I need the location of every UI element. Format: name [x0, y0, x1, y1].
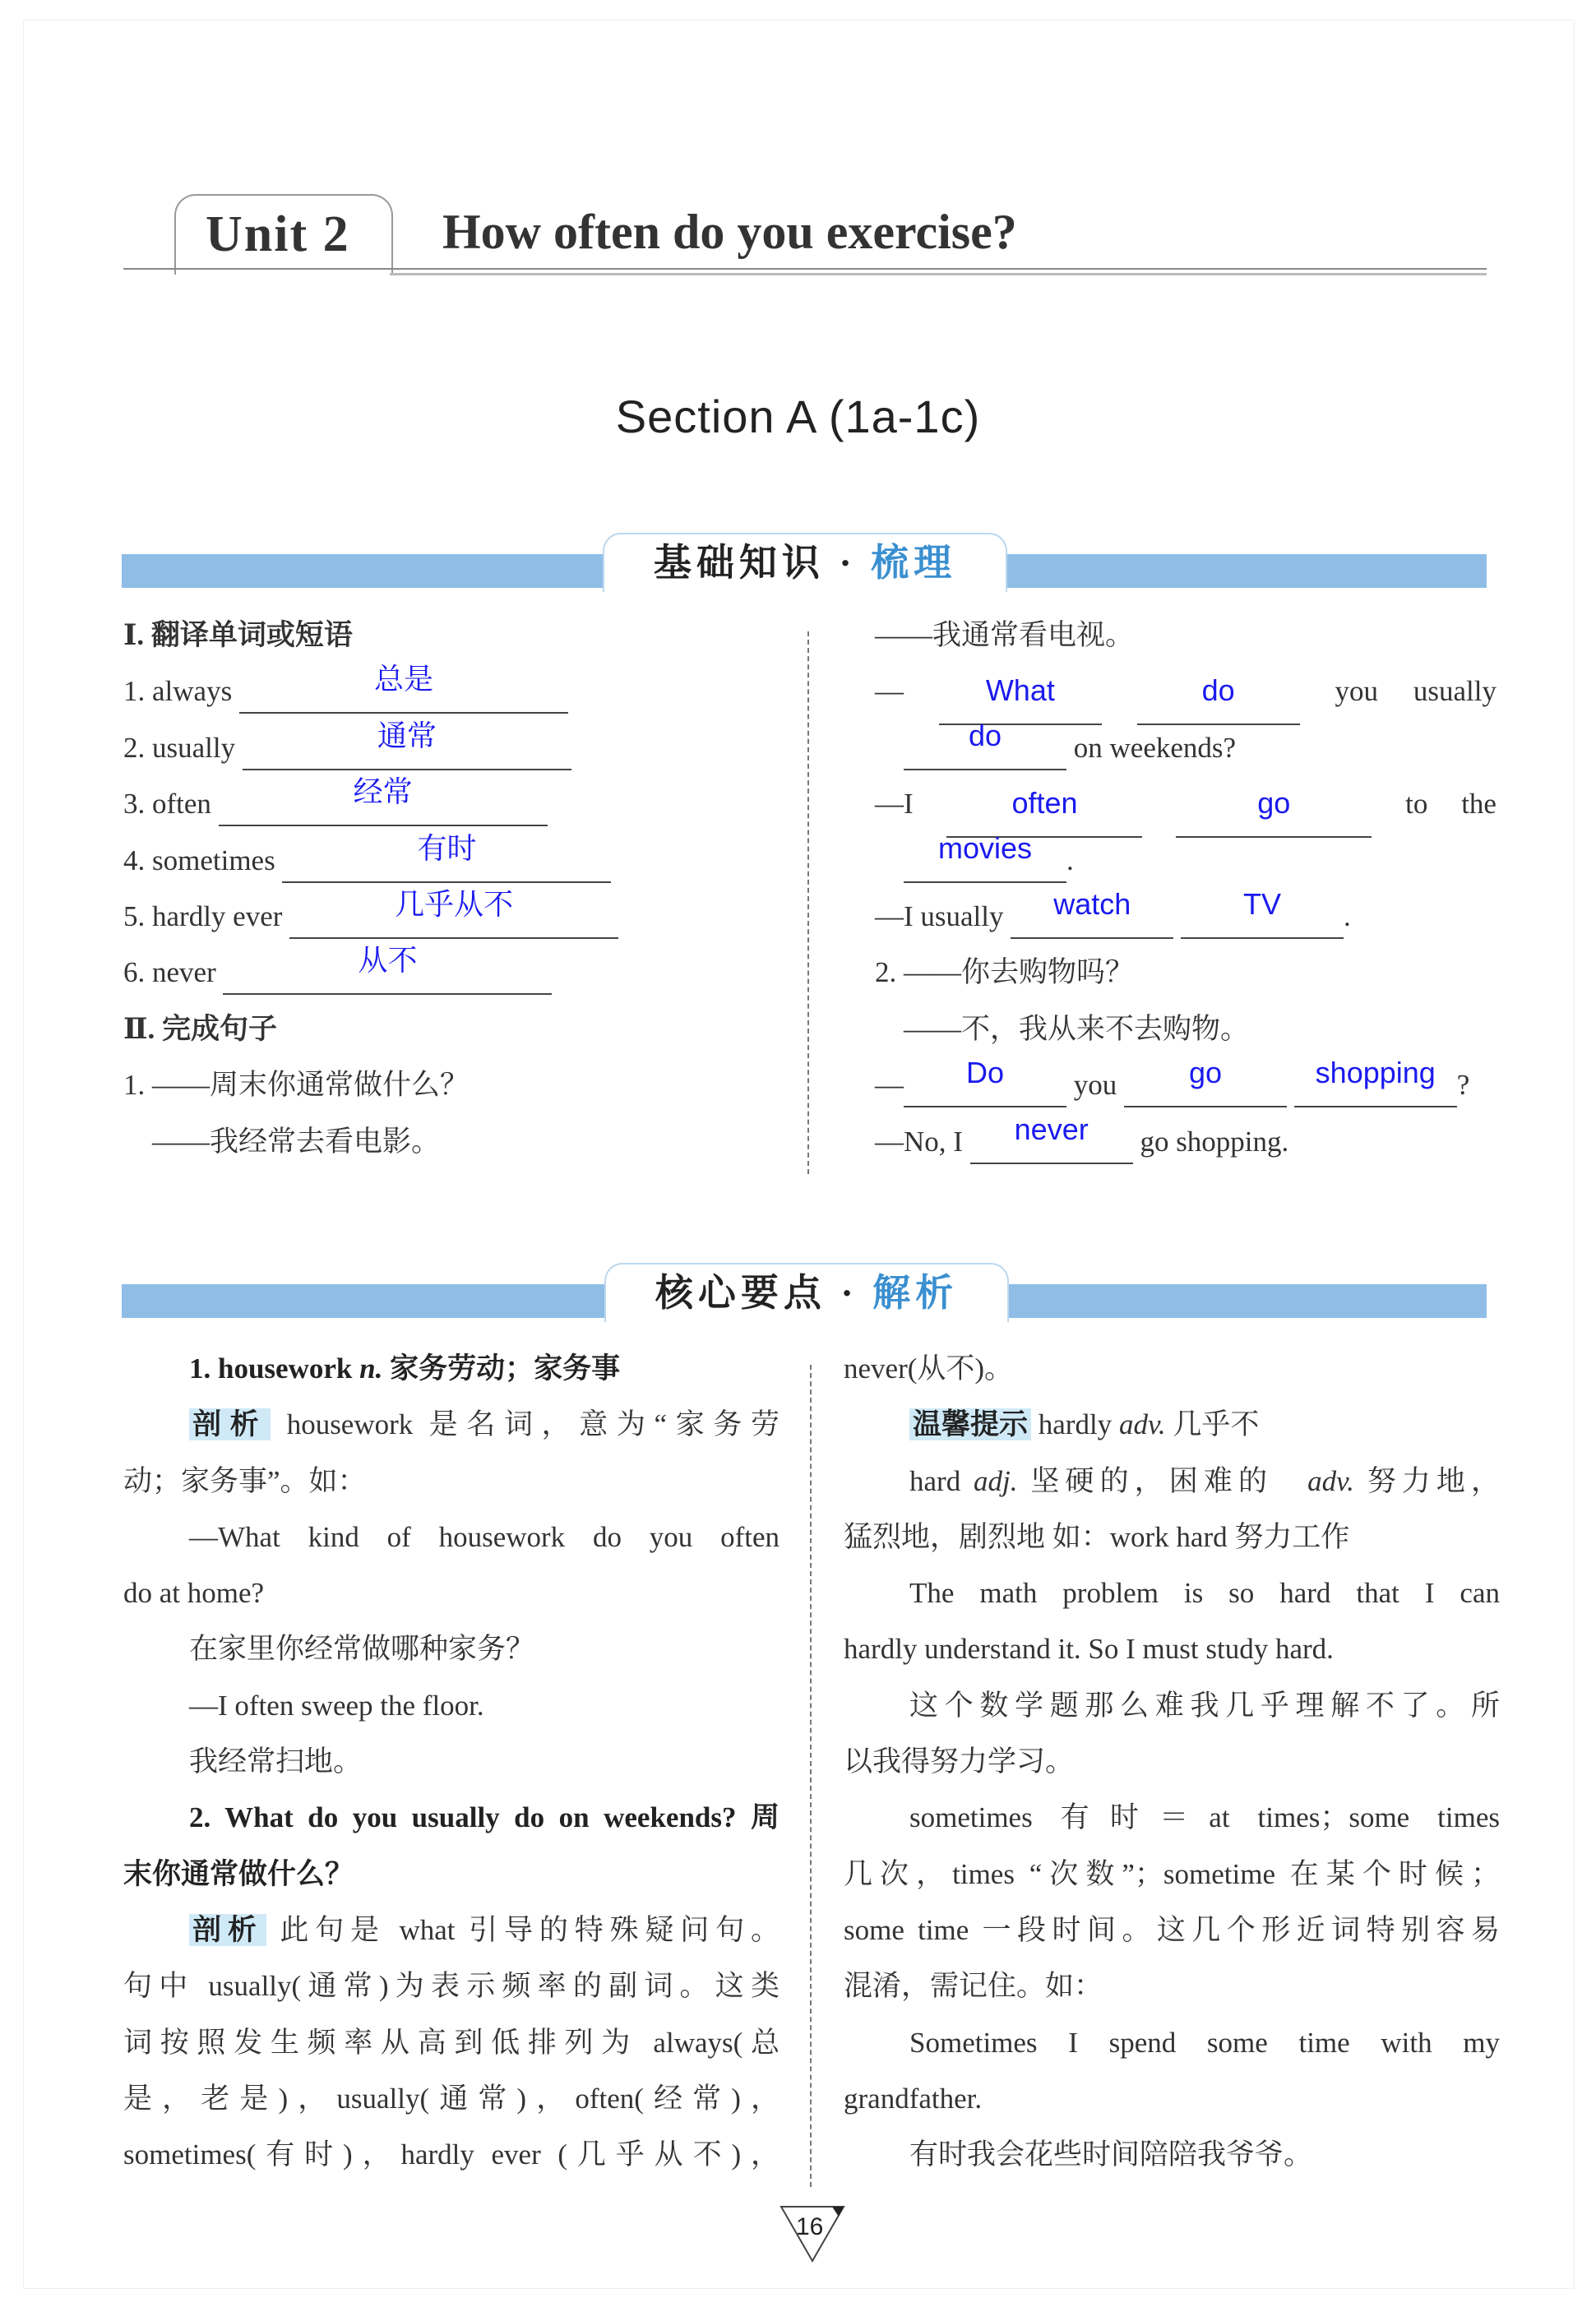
exercise-text: — [875, 675, 904, 708]
exercise-text: 1. ——周末你通常做什么？ [123, 1069, 470, 1102]
analysis-line [123, 1397, 779, 1453]
analysis-text: n. [359, 1352, 383, 1385]
analysis-text: 动；家务事”。如： [123, 1464, 367, 1497]
exercise-text: 6. never [123, 956, 224, 989]
analysis-line [123, 1341, 779, 1397]
section-tab-label: 基础知识 · [653, 542, 872, 584]
answer-blank[interactable]: often [946, 788, 1142, 838]
analysis-line [123, 1454, 779, 1509]
exercise-text: 2. ——你去购物吗？ [875, 956, 1135, 989]
exercise-row [123, 1001, 781, 1057]
analysis-text: 句中 usually(通常)为表示频率的副词。这类 [123, 1970, 779, 2003]
analysis-text: 混淆，需记住。如： [844, 1970, 1103, 2003]
column-divider [807, 631, 809, 1174]
analysis-text: 我经常扫地。 [189, 1745, 363, 1778]
exercise-text: you [1066, 1069, 1124, 1102]
analysis-text: 这个数学题那么难我几乎理解不了。所 [909, 1689, 1500, 1722]
analysis-text: 坚硬的，困难的 [1017, 1464, 1308, 1497]
analysis-line [123, 1734, 779, 1790]
analysis-line [844, 2071, 1500, 2127]
exercise-text: you [1335, 675, 1379, 708]
section-tab-highlight: 梳理 [871, 542, 957, 584]
section-tab-label: 核心要点 · [655, 1272, 873, 1314]
answer-blank[interactable]: 通常 [243, 721, 571, 770]
unit-label: Unit 2 [206, 206, 350, 262]
answer-blank[interactable]: go [1176, 788, 1372, 838]
analysis-text: The math problem is so hard that I can [909, 1577, 1500, 1610]
page-number [779, 2205, 845, 2263]
answer-blank[interactable]: 从不 [223, 945, 552, 995]
exercise-row [123, 1057, 781, 1113]
analysis-text: 几次，times “次数”；sometime 在某个时候； [844, 1857, 1500, 1890]
analysis-text: 词按照发生频率从高到低排列为 always(总 [123, 2026, 779, 2059]
answer-blank[interactable]: movies [904, 834, 1066, 883]
analysis-text: some time 一段时间。这几个形近词特别容易 [844, 1913, 1500, 1946]
analysis-text: Sometimes I spend some time with my [909, 2026, 1500, 2059]
analysis-text: hardly [1031, 1408, 1119, 1441]
answer-blank[interactable]: go [1124, 1058, 1287, 1107]
section-title: Section A (1a-1c) [615, 391, 981, 442]
exercise-text [875, 844, 904, 876]
answer-blank[interactable]: 有时 [282, 834, 611, 883]
exercise-row [875, 830, 1497, 889]
section-tab-highlight: 解析 [872, 1272, 959, 1314]
analysis-line [844, 1397, 1500, 1453]
analysis-text: 猛烈地，剧烈地 如：work hard 努力工作 [844, 1520, 1350, 1553]
analysis-text: grandfather. [844, 2082, 983, 2115]
analysis-line [123, 1847, 779, 1902]
analysis-left-column [123, 1341, 779, 2183]
exercise-row [123, 945, 781, 1001]
exercise-row [875, 1057, 1497, 1113]
analysis-text: —I often sweep the floor. [189, 1689, 484, 1722]
analysis-text: adj. [974, 1464, 1018, 1497]
analysis-text: 是，老是)，usually(通常)，often(经常)， [123, 2082, 779, 2115]
exercise-text [875, 732, 904, 764]
analysis-tag: 温馨提示 [909, 1408, 1031, 1440]
analysis-line [844, 1734, 1500, 1790]
header-rule-shadow [390, 273, 1487, 275]
exercise-text: go shopping. [1132, 1125, 1289, 1158]
exercise-text: ——我通常看电视。 [875, 619, 1135, 651]
analysis-text: 2. What do you usually do on weekends? 周 [189, 1801, 779, 1834]
analysis-line [844, 1847, 1500, 1902]
exercise-text: —I [875, 788, 914, 821]
analysis-line [844, 1509, 1500, 1565]
answer-blank[interactable]: 经常 [219, 777, 548, 826]
analysis-line [844, 1621, 1500, 1677]
analysis-text: adv. [1118, 1408, 1166, 1441]
analysis-right-column [844, 1341, 1500, 2183]
exercise-text: 2. usually [123, 731, 243, 764]
exercise-row [123, 830, 781, 889]
exercise-text [1173, 900, 1181, 932]
exercise-text: . [1344, 899, 1351, 932]
exercise-right-column [875, 608, 1497, 1170]
exercise-text: 3. often [123, 788, 219, 821]
analysis-text: 努力地， [1353, 1464, 1500, 1497]
exercise-row [123, 1114, 781, 1170]
analysis-line [123, 1958, 779, 2014]
exercise-row [875, 1114, 1497, 1170]
exercise-text: 1. always [123, 675, 239, 708]
analysis-tag: 剖析 [189, 1914, 266, 1946]
answer-blank[interactable]: 几乎从不 [289, 890, 618, 939]
answer-blank[interactable]: never [970, 1115, 1133, 1164]
exercise-row [123, 720, 781, 776]
answer-blank[interactable]: TV [1181, 890, 1344, 939]
exercise-text: usually [1413, 675, 1497, 708]
column-divider [810, 1365, 812, 2187]
analysis-line [123, 2071, 779, 2127]
analysis-line [123, 2127, 779, 2183]
analysis-text: 家务劳动；家务事 [382, 1352, 621, 1385]
analysis-text: sometimes 有时＝at times；some times [909, 1801, 1500, 1834]
analysis-text: hardly understand it. So I must study hard. [844, 1633, 1334, 1666]
analysis-line [844, 1902, 1500, 1958]
analysis-line [844, 1454, 1500, 1509]
exercise-text: on weekends? [1066, 731, 1237, 764]
analysis-text: housework 是名词，意为“家务劳 [271, 1408, 779, 1441]
analysis-line [123, 1902, 779, 1958]
answer-blank[interactable]: watch [1011, 890, 1173, 939]
exercise-text: ——不，我从来不去购物。 [875, 1012, 1250, 1045]
section-tab-basics [603, 533, 1007, 592]
analysis-line [123, 1565, 779, 1621]
exercise-heading: Ⅰ. 翻译单词或短语 [123, 619, 353, 651]
analysis-text: 以我得努力学习。 [844, 1745, 1075, 1778]
analysis-line [844, 1790, 1500, 1846]
exercise-text: to [1405, 788, 1428, 821]
exercise-text: —I usually [875, 899, 1011, 932]
analysis-tag: 剖析 [189, 1408, 271, 1440]
analysis-text: 有时我会花些时间陪陪我爷爷。 [909, 2138, 1313, 2171]
analysis-text: 1. housework [189, 1352, 360, 1385]
exercise-text: . [1066, 844, 1074, 876]
analysis-line [844, 1958, 1500, 2014]
exercise-row [123, 608, 781, 663]
page-number-text: 16 [796, 2213, 824, 2240]
analysis-line [123, 2015, 779, 2071]
analysis-line [123, 1621, 779, 1677]
analysis-text: adv. [1307, 1464, 1354, 1497]
exercise-heading: Ⅱ. 完成句子 [123, 1012, 277, 1045]
answer-blank[interactable]: shopping [1294, 1058, 1457, 1107]
answer-blank[interactable]: do [1137, 676, 1300, 725]
analysis-line [123, 1790, 779, 1846]
exercise-text: ? [1456, 1069, 1470, 1102]
analysis-line [844, 1341, 1500, 1397]
unit-title: How often do you exercise? [442, 205, 1017, 259]
exercise-row [123, 663, 781, 719]
exercise-row [875, 886, 1497, 945]
answer-blank[interactable]: 总是 [239, 664, 568, 714]
answer-blank[interactable]: Do [904, 1058, 1066, 1107]
analysis-line [123, 1509, 779, 1565]
analysis-line [123, 1678, 779, 1734]
exercise-row [875, 608, 1497, 663]
analysis-text: sometimes(有时)，hardly ever (几乎从不)， [123, 2138, 779, 2171]
exercise-row [123, 886, 781, 945]
answer-blank[interactable]: What [939, 676, 1102, 725]
exercise-text: ——我经常去看电影。 [123, 1125, 441, 1158]
exercise-text: — [875, 1069, 904, 1102]
analysis-text: 几乎不 [1165, 1408, 1260, 1441]
analysis-text: do at home? [123, 1577, 265, 1610]
analysis-text: 此句是 what 引导的特殊疑问句。 [266, 1913, 779, 1946]
exercise-row [875, 663, 1497, 719]
analysis-text: 在家里你经常做哪种家务？ [189, 1633, 535, 1666]
analysis-line [844, 1565, 1500, 1621]
exercise-text [1287, 1069, 1294, 1101]
unit-tab [174, 194, 393, 275]
analysis-text: hard [909, 1464, 974, 1497]
section-tab-key-points [604, 1263, 1009, 1322]
exercise-text: 4. sometimes [123, 844, 283, 876]
analysis-text: 末你通常做什么？ [123, 1857, 354, 1890]
analysis-text: —What kind of housework do you often [189, 1520, 779, 1553]
exercise-row [875, 776, 1497, 832]
exercise-text: —No, I [875, 1125, 970, 1158]
analysis-line [844, 2015, 1500, 2071]
exercise-row [123, 776, 781, 832]
analysis-text: never(从不)。 [844, 1352, 1014, 1385]
exercise-left-column [123, 608, 781, 1170]
analysis-line [844, 2127, 1500, 2183]
exercise-text: 5. hardly ever [123, 899, 290, 932]
exercise-row [875, 945, 1497, 1001]
exercise-row [875, 720, 1497, 776]
answer-blank[interactable]: do [904, 721, 1066, 770]
exercise-row [875, 1001, 1497, 1057]
header-rule [123, 268, 1487, 270]
analysis-line [844, 1678, 1500, 1734]
exercise-text: the [1461, 788, 1497, 821]
